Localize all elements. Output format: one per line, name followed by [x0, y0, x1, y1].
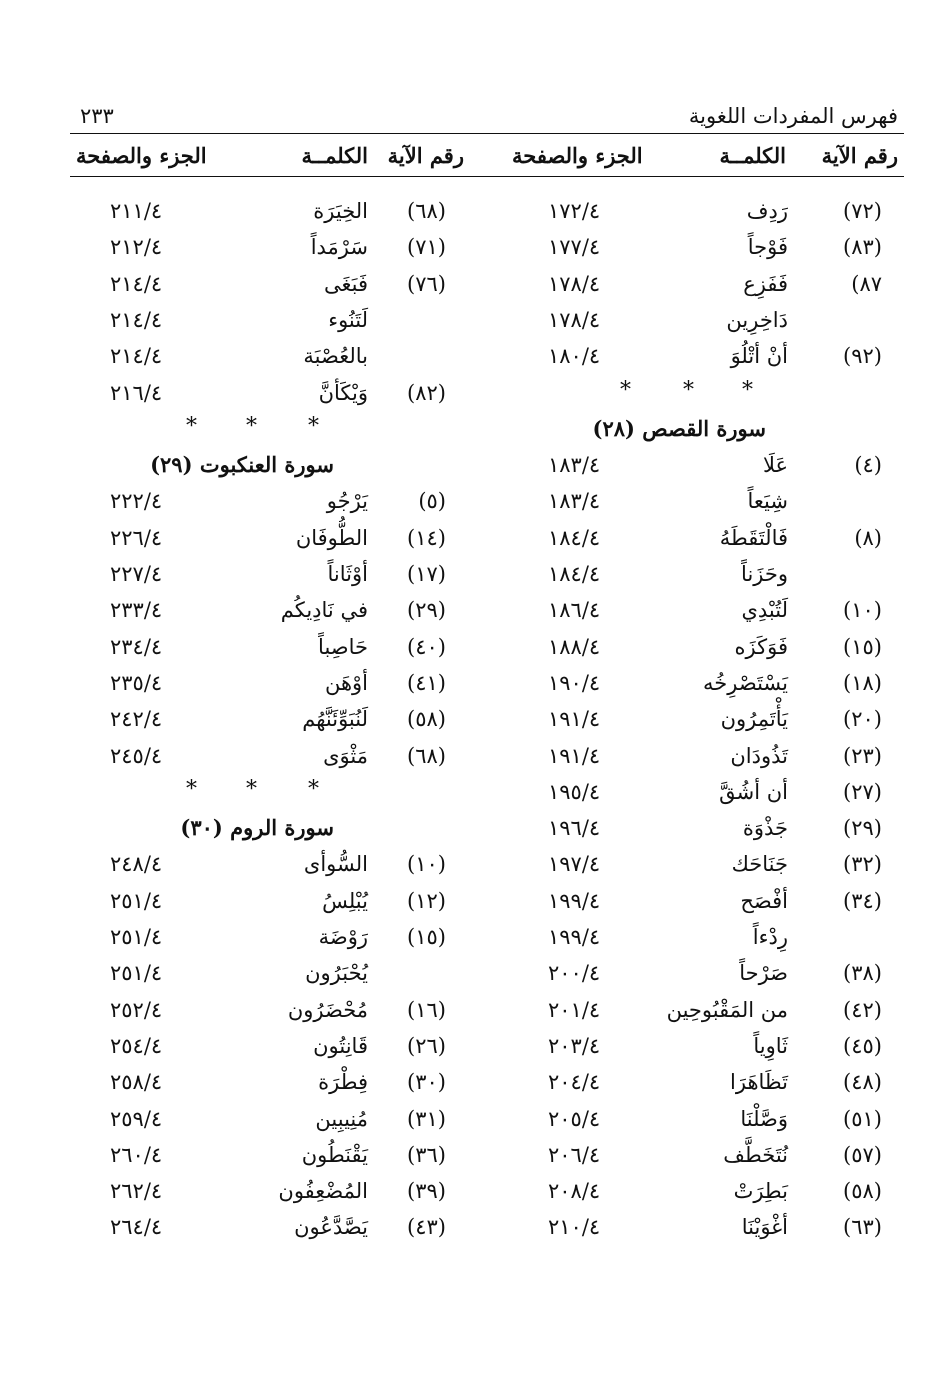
vocabulary-word: يَرْجُو — [326, 489, 368, 514]
separator-star: * — [246, 776, 257, 802]
ayah-number: (٥١) — [843, 1106, 882, 1131]
volume-page-ref: ١٩٧/٤ — [548, 852, 601, 877]
table-row — [0, 810, 946, 846]
right-col-page-header: الجزء والصفحة — [512, 143, 643, 168]
vocabulary-word: وَيْكَأنَّ — [318, 380, 368, 405]
volume-page-ref: ٢١٤/٤ — [110, 307, 163, 332]
separator-star: * — [742, 377, 753, 403]
ayah-number: (١٠) — [407, 852, 446, 877]
volume-page-ref: ١٩٦/٤ — [548, 816, 601, 841]
volume-page-ref: ٢٤٥/٤ — [110, 743, 163, 768]
running-title: فهرس المفردات اللغوية — [688, 104, 898, 128]
ayah-number: (١٢) — [407, 888, 446, 913]
table-row — [0, 338, 946, 374]
volume-page-ref: ١٨٤/٤ — [548, 562, 601, 586]
ayah-number: (٨٣) — [843, 235, 882, 260]
table-row — [0, 520, 946, 556]
vocabulary-word: عَلَا — [762, 453, 788, 478]
volume-page-ref: ٢٤٨/٤ — [110, 852, 163, 877]
volume-page-ref: ٢٥١/٤ — [110, 961, 163, 986]
vocabulary-word: يَقْنَطُون — [301, 1142, 368, 1167]
vocabulary-word: نُتَخَطَّف — [723, 1142, 788, 1167]
ayah-number: (٣٨) — [843, 961, 882, 986]
volume-page-ref: ٢٢٦/٤ — [110, 525, 163, 550]
vocabulary-word: بَطِرَتْ — [733, 1179, 788, 1204]
volume-page-ref: ٢٠٨/٤ — [548, 1179, 601, 1204]
volume-page-ref: ٢٠١/٤ — [548, 997, 601, 1022]
ayah-number: (٩٢) — [843, 344, 882, 369]
ayah-number: (٢٣) — [843, 743, 882, 768]
vocabulary-word: يَصَّدَّعُون — [294, 1215, 368, 1240]
table-row — [0, 592, 946, 628]
table-row — [0, 992, 946, 1028]
volume-page-ref: ٢٥٩/٤ — [110, 1106, 163, 1131]
volume-page-ref: ١٨٣/٤ — [548, 453, 601, 478]
ayah-number: (١٨) — [843, 670, 882, 695]
vocabulary-word: ثَاوِياً — [753, 1033, 788, 1058]
volume-page-ref: ١٨٣/٤ — [548, 489, 601, 514]
vocabulary-word: دَاخِرِين — [726, 307, 788, 332]
vocabulary-word: فَبَغَى — [323, 271, 368, 296]
vocabulary-word: مُحْضَرُون — [287, 997, 368, 1022]
vocabulary-word: السُّوأى — [303, 852, 368, 877]
ayah-number: (٥٧) — [843, 1142, 882, 1167]
ayah-number: (٧٦) — [407, 271, 446, 296]
ayah-number: (٢٠) — [843, 707, 882, 732]
vocabulary-word: المُضْعِفُون — [278, 1179, 368, 1204]
separator-star: * — [683, 377, 694, 403]
volume-page-ref: ٢١٠/٤ — [548, 1215, 601, 1240]
section-separator — [0, 409, 946, 445]
volume-page-ref: ٢٣٣/٤ — [110, 598, 163, 623]
ayah-number: (٣٤) — [843, 888, 882, 913]
ayah-number: (٣٩) — [407, 1179, 446, 1204]
vocabulary-word: فَفَزِع — [743, 271, 788, 296]
section-separator — [0, 772, 946, 808]
vocabulary-word: فَوْجاً — [747, 235, 788, 260]
ayah-number: (٦٨) — [407, 743, 446, 768]
volume-page-ref: ٢٠٥/٤ — [548, 1106, 601, 1131]
ayah-number: (٢٧) — [843, 779, 882, 804]
vocabulary-word: وَصَّلْنَا — [740, 1106, 788, 1131]
ayah-number: (١٤) — [407, 525, 446, 550]
table-row — [0, 1028, 946, 1064]
ayah-number: (٣٦) — [407, 1142, 446, 1167]
table-row — [0, 193, 946, 229]
surah-heading: سورة الروم (٣٠) — [180, 815, 334, 841]
separator-star: * — [308, 776, 319, 802]
volume-page-ref: ١٩٠/٤ — [548, 670, 601, 695]
volume-page-ref: ١٩٩/٤ — [548, 888, 601, 913]
vocabulary-word: أن أشُقَّ — [719, 779, 788, 804]
table-row — [0, 302, 946, 338]
volume-page-ref: ٢٢٢/٤ — [110, 489, 163, 514]
separator-star: * — [246, 413, 257, 439]
vocabulary-word: لَنُبَوِّئَنَّهُم — [302, 707, 368, 732]
vocabulary-word: وحَزَناً — [741, 562, 788, 586]
vocabulary-word: في نَادِيكُم — [280, 598, 368, 623]
ayah-number: (٣٠) — [407, 1070, 446, 1095]
volume-page-ref: ٢١١/٤ — [110, 199, 163, 223]
volume-page-ref: ٢٠٣/٤ — [548, 1033, 601, 1058]
right-col-ayah-header: رقم الآية — [821, 143, 898, 168]
volume-page-ref: ١٧٢/٤ — [548, 199, 601, 223]
separator-star: * — [186, 776, 197, 802]
volume-page-ref: ٢٣٥/٤ — [110, 670, 163, 695]
left-col-page-header: الجزء والصفحة — [76, 143, 207, 168]
vocabulary-word: الخِيَرَة — [313, 199, 368, 223]
ayah-number: (٧٢) — [843, 199, 882, 223]
vocabulary-word: يُبْلِسُ — [322, 888, 368, 913]
volume-page-ref: ٢١٤/٤ — [110, 271, 163, 296]
table-row — [0, 919, 946, 955]
vocabulary-word: أنْ أتْلُوَ — [730, 344, 788, 369]
volume-page-ref: ٢٦٢/٤ — [110, 1179, 163, 1204]
ayah-number: (٢٦) — [407, 1033, 446, 1058]
vocabulary-word: يُحْبَرُون — [305, 961, 368, 986]
vocabulary-word: فَوَكَزَه — [734, 634, 788, 659]
ayah-number: (٦٨) — [407, 199, 446, 223]
vocabulary-word: يَأْتَمِرُون — [720, 707, 788, 732]
volume-page-ref: ٢٠٤/٤ — [548, 1070, 601, 1095]
volume-page-ref: ١٧٧/٤ — [548, 235, 601, 260]
ayah-number: (١٥) — [407, 925, 446, 949]
ayah-number: (٤٢) — [843, 997, 882, 1022]
vocabulary-word: فَالْتَقَطَهُ — [719, 525, 788, 550]
ayah-number: (٣٢) — [843, 852, 882, 877]
separator-star: * — [308, 413, 319, 439]
volume-page-ref: ١٧٨/٤ — [548, 307, 601, 332]
table-row — [0, 266, 946, 302]
separator-star: * — [186, 413, 197, 439]
ayah-number: (٥٨) — [843, 1179, 882, 1204]
vocabulary-word: لَتَنُوء — [328, 307, 368, 332]
ayah-number: (٧١) — [407, 235, 446, 260]
ayah-number: ٨٧) — [851, 271, 882, 296]
ayah-number: (١٦) — [407, 997, 446, 1022]
surah-heading: سورة العنكبوت (٢٩) — [150, 452, 334, 478]
header-rule — [70, 133, 904, 134]
left-col-word-header: الكلمــة — [301, 143, 368, 168]
vocabulary-word: جَذْوَة — [742, 816, 788, 841]
table-row — [0, 846, 946, 882]
vocabulary-word: تَظَاهَرَا — [730, 1070, 788, 1095]
separator-star: * — [620, 377, 631, 403]
volume-page-ref: ٢١٦/٤ — [110, 380, 163, 405]
table-row — [0, 375, 946, 411]
volume-page-ref: ٢٠٠/٤ — [548, 961, 601, 986]
volume-page-ref: ١٧٨/٤ — [548, 271, 601, 296]
vocabulary-word: رِدْءاً — [752, 925, 788, 949]
vocabulary-word: أوْهَن — [324, 670, 368, 695]
table-row — [0, 447, 946, 483]
volume-page-ref: ٢٥١/٤ — [110, 925, 163, 949]
ayah-number: (٥) — [418, 489, 446, 514]
table-row — [0, 229, 946, 265]
table-row — [0, 1173, 946, 1209]
vocabulary-word: يَسْتَصْرِخُه — [703, 670, 788, 695]
volume-page-ref: ٢٥٨/٤ — [110, 1070, 163, 1095]
volume-page-ref: ١٨٦/٤ — [548, 598, 601, 623]
volume-page-ref: ١٩١/٤ — [548, 743, 601, 768]
table-row — [0, 955, 946, 991]
ayah-number: (٨٢) — [407, 380, 446, 405]
table-row — [0, 701, 946, 737]
volume-page-ref: ٢٦٠/٤ — [110, 1142, 163, 1167]
ayah-number: (٤٥) — [843, 1033, 882, 1058]
vocabulary-word: بالعُصْبَة — [303, 344, 368, 369]
ayah-number: (١٧) — [407, 562, 446, 586]
volume-page-ref: ٢٦٤/٤ — [110, 1215, 163, 1240]
ayah-number: (٨) — [854, 525, 882, 550]
volume-page-ref: ٢٥١/٤ — [110, 888, 163, 913]
table-row — [0, 1101, 946, 1137]
ayah-number: (٦٣) — [843, 1215, 882, 1240]
page-number: ٢٣٣ — [80, 104, 114, 128]
vocabulary-word: أوْثَاناً — [327, 562, 368, 586]
ayah-number: (٤٨) — [843, 1070, 882, 1095]
volume-page-ref: ١٩٩/٤ — [548, 925, 601, 949]
vocabulary-word: رَدِف — [746, 199, 788, 223]
table-row — [0, 738, 946, 774]
vocabulary-word: حَاصِباً — [318, 634, 368, 659]
vocabulary-word: مُنِيبِين — [315, 1106, 368, 1131]
volume-page-ref: ٢٤٢/٤ — [110, 707, 163, 732]
volume-page-ref: ٢٥٢/٤ — [110, 997, 163, 1022]
vocabulary-word: الطُّوفَان — [295, 525, 368, 550]
vocabulary-word: قَانِتُون — [313, 1033, 368, 1058]
volume-page-ref: ٢٢٧/٤ — [110, 562, 163, 586]
left-col-ayah-header: رقم الآية — [387, 143, 464, 168]
volume-page-ref: ٢٣٤/٤ — [110, 634, 163, 659]
volume-page-ref: ٢٠٦/٤ — [548, 1142, 601, 1167]
column-header-rule — [70, 176, 904, 177]
vocabulary-word: تَذُودَان — [730, 743, 788, 768]
vocabulary-word: فِطْرَة — [318, 1070, 368, 1095]
vocabulary-word: سَرْمَداً — [310, 235, 368, 260]
volume-page-ref: ١٩٥/٤ — [548, 779, 601, 804]
vocabulary-word: جَنَاحَك — [731, 852, 788, 877]
vocabulary-word: شِيَعاً — [747, 489, 788, 514]
table-row — [0, 556, 946, 592]
ayah-number: (٤٠) — [407, 634, 446, 659]
table-row — [0, 1064, 946, 1100]
volume-page-ref: ٢٥٤/٤ — [110, 1033, 163, 1058]
vocabulary-word: لَتُبْدِي — [741, 598, 788, 623]
vocabulary-word: أفْصَح — [740, 888, 788, 913]
table-row — [0, 1137, 946, 1173]
vocabulary-word: أغْوَيْنَا — [741, 1215, 788, 1240]
surah-heading: سورة القصص (٢٨) — [592, 415, 766, 441]
vocabulary-word: مَثْوَى — [323, 743, 368, 768]
vocabulary-word: من المَقْبُوحِين — [666, 997, 788, 1022]
table-row — [0, 629, 946, 665]
table-row — [0, 483, 946, 519]
volume-page-ref: ١٨٠/٤ — [548, 344, 601, 369]
ayah-number: (١٥) — [843, 634, 882, 659]
table-row — [0, 1209, 946, 1245]
ayah-number: (٣١) — [407, 1106, 446, 1131]
volume-page-ref: ١٨٨/٤ — [548, 634, 601, 659]
vocabulary-word: رَوْضَة — [318, 925, 368, 949]
ayah-number: (٢٩) — [843, 816, 882, 841]
ayah-number: (٥٨) — [407, 707, 446, 732]
right-col-word-header: الكلمــة — [719, 143, 786, 168]
volume-page-ref: ١٩١/٤ — [548, 707, 601, 732]
ayah-number: (٢٩) — [407, 598, 446, 623]
ayah-number: (٤) — [854, 453, 882, 478]
ayah-number: (٤٣) — [407, 1215, 446, 1240]
volume-page-ref: ٢١٢/٤ — [110, 235, 163, 260]
table-row — [0, 883, 946, 919]
ayah-number: (١٠) — [843, 598, 882, 623]
volume-page-ref: ٢١٤/٤ — [110, 344, 163, 369]
vocabulary-word: صَرْحاً — [739, 961, 788, 986]
volume-page-ref: ١٨٤/٤ — [548, 525, 601, 550]
table-row — [0, 665, 946, 701]
ayah-number: (٤١) — [407, 670, 446, 695]
